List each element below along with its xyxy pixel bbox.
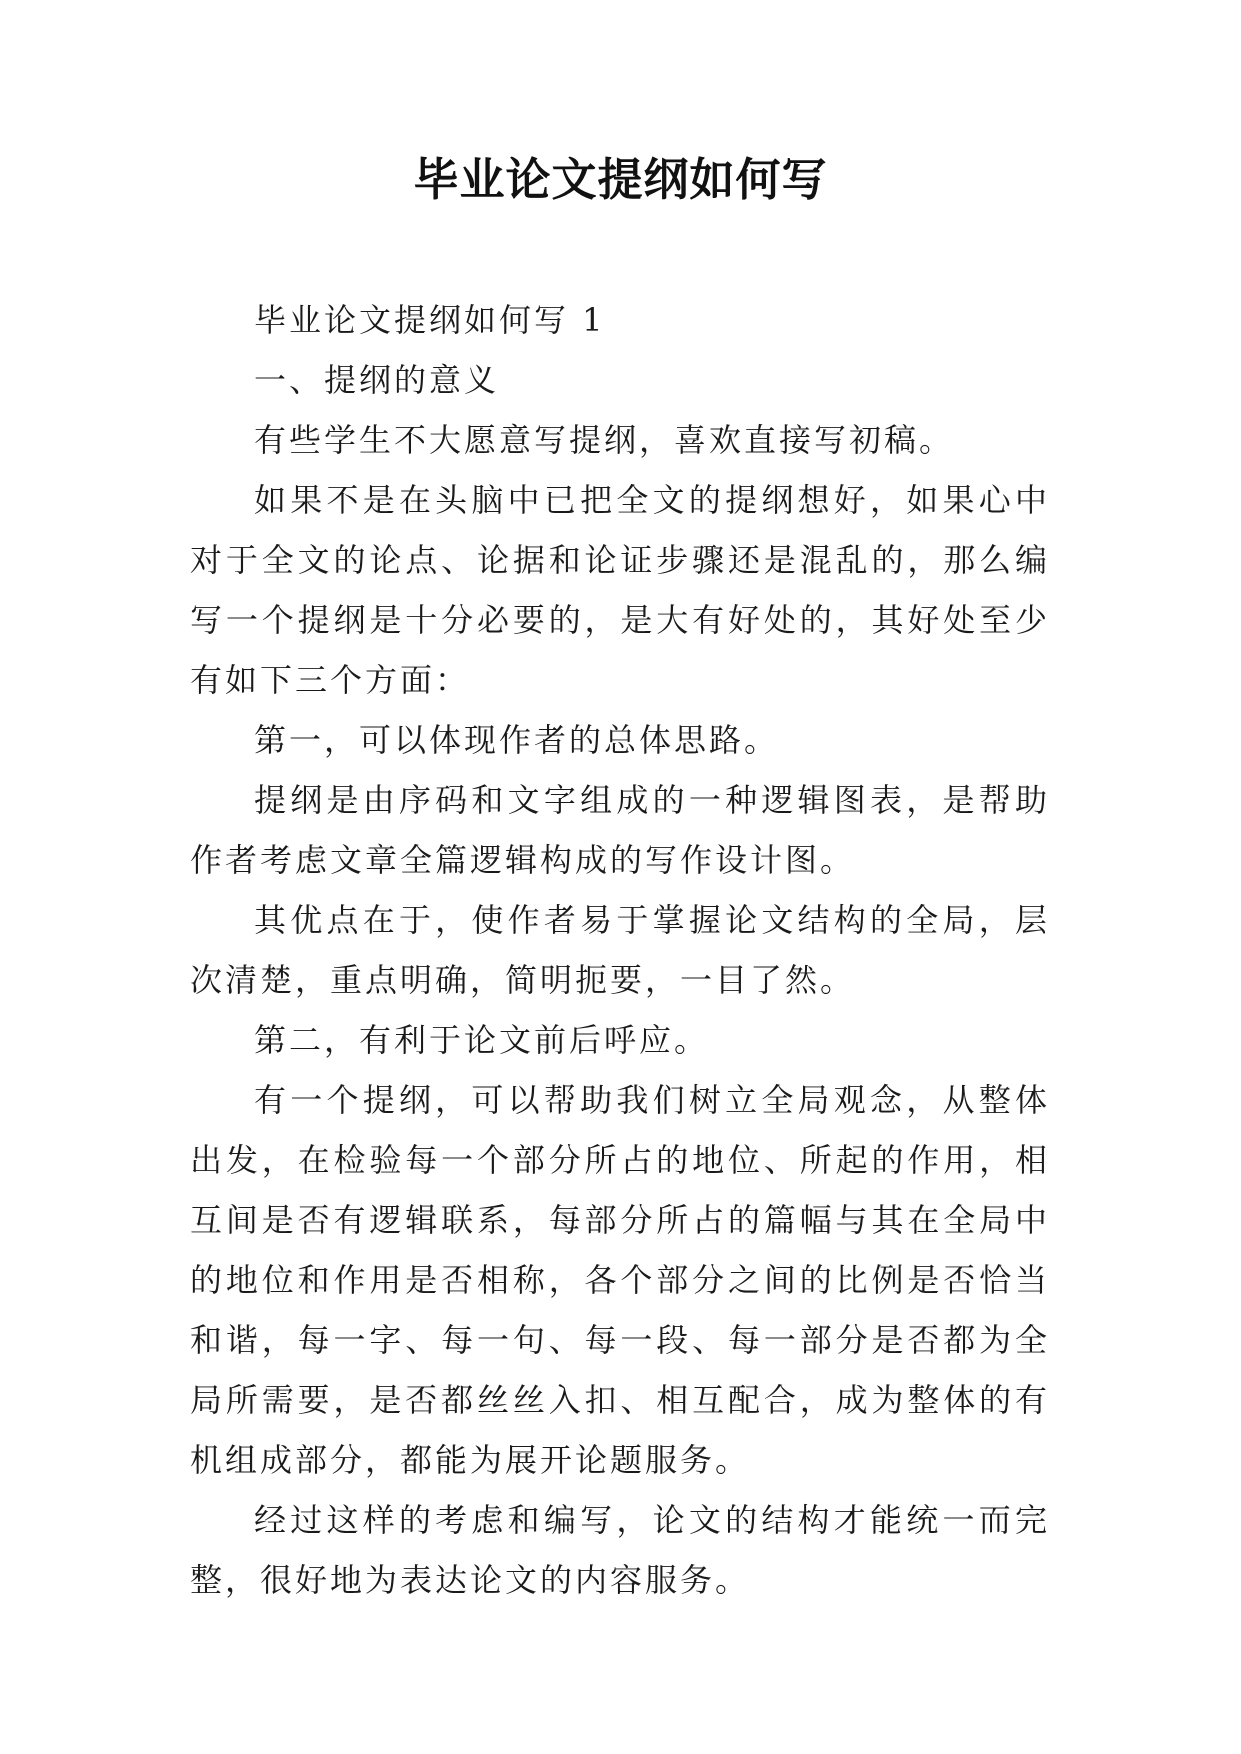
document-title: 毕业论文提纲如何写 [413, 153, 828, 206]
body-paragraph: 提纲是由序码和文字组成的一种逻辑图表，是帮助作者考虑文章全篇逻辑构成的写作设计图。 [190, 781, 1050, 879]
body-paragraph: 经过这样的考虑和编写，论文的结构才能统一而完整，很好地为表达论文的内容服务。 [190, 1501, 1050, 1599]
subsection-heading: 一、提纲的意义 [254, 361, 500, 399]
section-heading: 毕业论文提纲如何写 1 [254, 301, 606, 339]
body-paragraph: 其优点在于，使作者易于掌握论文结构的全局，层次清楚，重点明确，简明扼要，一目了然。 [190, 901, 1050, 999]
point-heading: 第二，有利于论文前后呼应。 [254, 1021, 710, 1059]
document-body [190, 290, 1050, 1610]
point-heading: 第一，可以体现作者的总体思路。 [254, 721, 780, 759]
body-paragraph: 有些学生不大愿意写提纲，喜欢直接写初稿。 [254, 421, 955, 459]
body-paragraph: 有一个提纲，可以帮助我们树立全局观念，从整体出发，在检验每一个部分所占的地位、所起的作用，相互间是否有逻辑联系，每部分所占的篇幅与其在全局中的地位和作用是否相称，各个部分之间的比例是否恰当和谐，每一字、每一句、每一段、每一部分是否都为全局所需要，是否都丝丝入扣、相互配合，成为整体的有机组成部分，都能为展开论题服务。 [190, 1081, 1050, 1479]
body-paragraph: 如果不是在头脑中已把全文的提纲想好，如果心中对于全文的论点、论据和论证步骤还是混乱的，那么编写一个提纲是十分必要的，是大有好处的，其好处至少有如下三个方面： [190, 481, 1050, 699]
